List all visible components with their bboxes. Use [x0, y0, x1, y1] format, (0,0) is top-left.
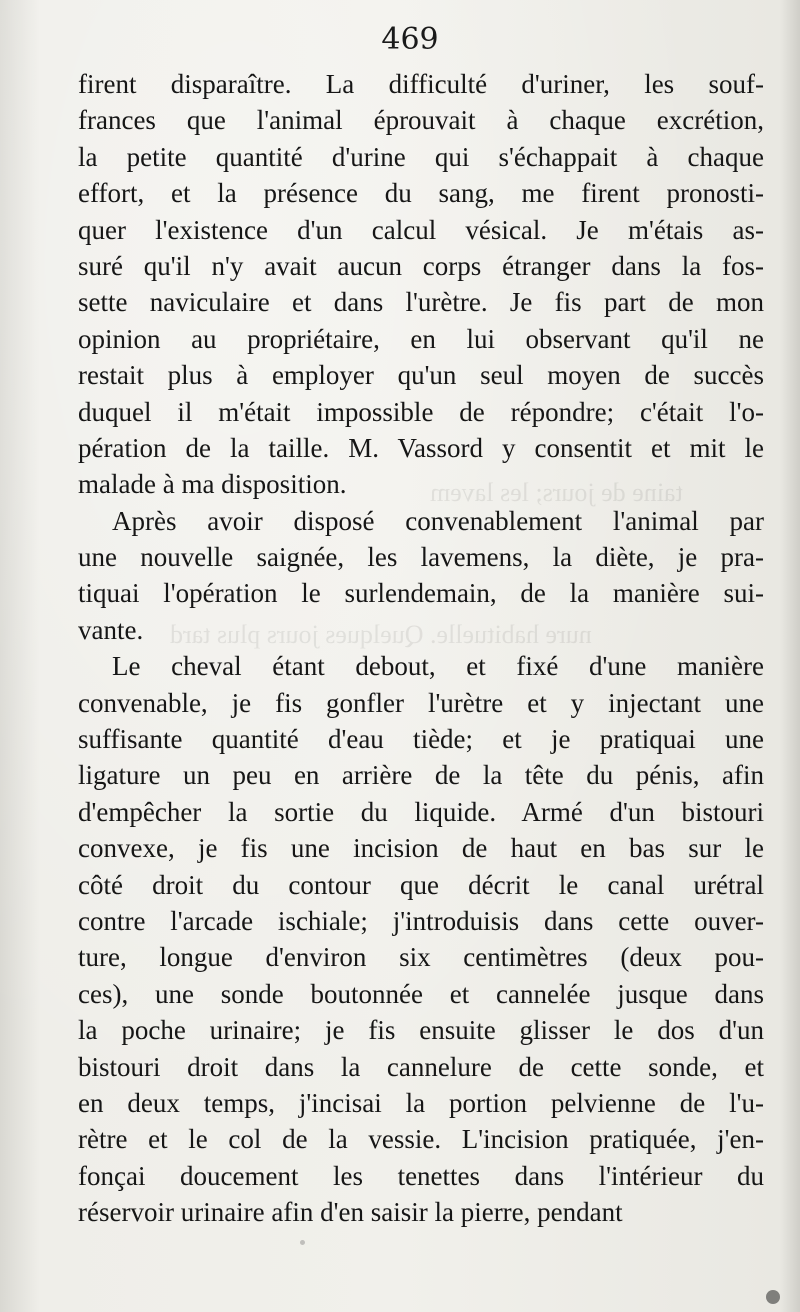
bleed-through-text: nure habituelle. Quelques jours plus tard — [170, 620, 592, 649]
text-line: d'empêcher la sortie du liquide. Armé d'un bistouri — [78, 796, 764, 827]
text-line: convexe, je fis une incision de haut en bas sur le — [78, 833, 764, 864]
text-line: la petite quantité d'urine qui s'échappait à chaque — [78, 141, 764, 172]
text-line: ligature un peu en arrière de la tête du pénis, afin — [78, 760, 764, 791]
text-line: contre l'arcade ischiale; j'introduisis dans cette ouver- — [78, 905, 764, 936]
body-text — [78, 66, 764, 1231]
text-line: tiquai l'opération le surlendemain, de la manière sui- — [78, 578, 764, 609]
text-line: suffisante quantité d'eau tiède; et je pratiquai une — [78, 724, 764, 755]
text-line: réservoir urinaire afin d'en saisir la pierre, pendant — [78, 1197, 623, 1228]
bleed-through-text: taine de jours; les lavem — [430, 478, 683, 507]
text-line: pération de la taille. M. Vassord y consentit et mit le — [78, 432, 764, 463]
text-line: Le cheval étant debout, et fixé d'une manière — [112, 651, 764, 682]
text-line: vante. — [78, 614, 144, 645]
text-line: en deux temps, j'incisai la portion pelvienne de l'u- — [78, 1087, 764, 1118]
text-line: bistouri droit dans la cannelure de cette sonde, et — [78, 1051, 764, 1082]
text-line: restait plus à employer qu'un seul moyen de succès — [78, 360, 764, 391]
text-line: quer l'existence d'un calcul vésical. Je m'étais as- — [78, 214, 764, 245]
text-line: duquel il m'était impossible de répondre; c'était l'o- — [78, 396, 764, 427]
paragraph — [78, 503, 764, 649]
text-line: effort, et la présence du sang, me firent pronosti- — [78, 178, 764, 209]
paragraph — [78, 66, 764, 503]
text-line: ture, longue d'environ six centimètres (deux pou- — [78, 942, 764, 973]
text-line: malade à ma disposition. — [78, 469, 347, 500]
ink-speck — [766, 1290, 780, 1304]
text-line: suré qu'il n'y avait aucun corps étranger dans la fos- — [78, 250, 764, 281]
text-line: convenable, je fis gonfler l'urètre et y injectant une — [78, 687, 764, 718]
paragraph — [78, 648, 764, 1230]
text-line: une nouvelle saignée, les lavemens, la diète, je pra- — [78, 542, 764, 573]
text-line: la poche urinaire; je fis ensuite glisser le dos d'un — [78, 1015, 764, 1046]
text-line: opinion au propriétaire, en lui observant qu'il ne — [78, 323, 764, 354]
text-line: Après avoir disposé convenablement l'animal par — [112, 505, 764, 536]
text-line: fonçai doucement les tenettes dans l'intérieur du — [78, 1160, 764, 1191]
text-line: côté droit du contour que décrit le canal urétral — [78, 869, 764, 900]
text-line: firent disparaître. La difficulté d'uriner, les souf- — [78, 69, 764, 99]
page-number: 469 — [381, 22, 439, 57]
text-line: ces), une sonde boutonnée et cannelée jusque dans — [78, 978, 764, 1009]
text-line: rètre et le col de la vessie. L'incision pratiquée, j'en- — [78, 1124, 764, 1155]
ink-speck — [300, 1240, 305, 1245]
text-line: frances que l'animal éprouvait à chaque excrétion, — [78, 105, 764, 136]
text-line: sette naviculaire et dans l'urètre. Je fis part de mon — [78, 287, 764, 318]
